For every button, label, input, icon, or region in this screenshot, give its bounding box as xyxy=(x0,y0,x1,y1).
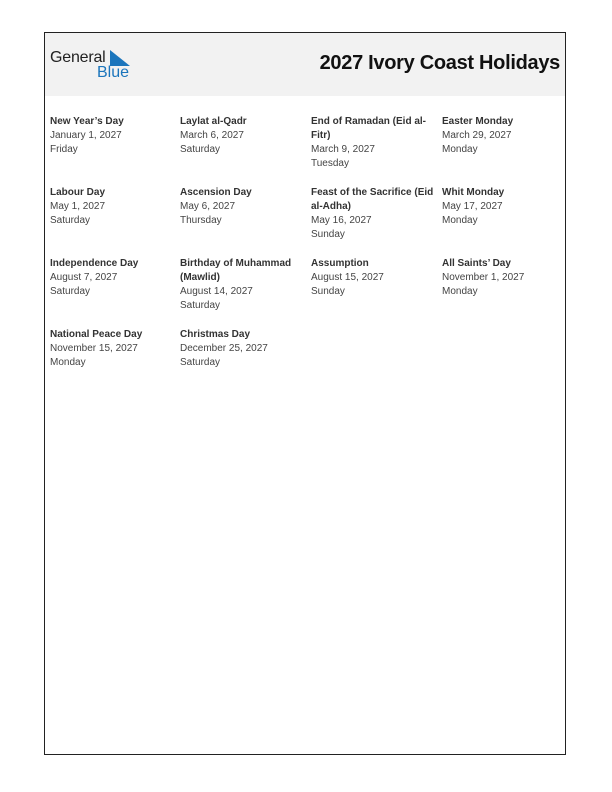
holiday-date: August 15, 2027 xyxy=(311,272,384,283)
holiday-weekday: Monday xyxy=(442,144,478,155)
holiday-entry xyxy=(180,328,311,399)
holiday-weekday: Saturday xyxy=(50,286,91,297)
holiday-name: Easter Monday xyxy=(442,116,514,127)
holiday-name: End of Ramadan (Eid al-Fitr) xyxy=(311,116,427,141)
holiday-entry xyxy=(50,328,180,399)
holiday-date: March 6, 2027 xyxy=(180,130,244,141)
page-title: 2027 Ivory Coast Holidays xyxy=(319,52,560,74)
holiday-name: Ascension Day xyxy=(180,187,252,198)
holiday-weekday: Monday xyxy=(442,286,478,297)
holiday-entry xyxy=(50,115,180,186)
holiday-name: New Year’s Day xyxy=(50,116,124,127)
holiday-entry xyxy=(311,257,442,328)
holiday-entry xyxy=(50,257,180,328)
holiday-entry xyxy=(180,186,311,257)
holiday-date: May 17, 2027 xyxy=(442,201,503,212)
holiday-date: May 1, 2027 xyxy=(50,201,106,212)
holiday-weekday: Saturday xyxy=(180,144,221,155)
logo-text-general: General xyxy=(50,49,106,66)
generalblue-logo xyxy=(50,49,140,83)
holiday-entry xyxy=(442,257,570,328)
holiday-weekday: Sunday xyxy=(311,229,345,240)
holiday-entry xyxy=(442,115,570,186)
holiday-date: November 15, 2027 xyxy=(50,343,138,354)
holiday-date: August 14, 2027 xyxy=(180,286,253,297)
holiday-date: November 1, 2027 xyxy=(442,272,525,283)
holiday-weekday: Friday xyxy=(50,144,78,155)
holiday-weekday: Monday xyxy=(50,357,86,368)
holiday-name: Feast of the Sacrifice (Eid al-Adha) xyxy=(311,187,434,212)
holiday-date: December 25, 2027 xyxy=(180,343,268,354)
holiday-entry xyxy=(311,186,442,257)
holiday-name: Independence Day xyxy=(50,258,139,269)
holiday-weekday: Tuesday xyxy=(311,158,349,169)
holiday-weekday: Thursday xyxy=(180,215,222,226)
holiday-weekday: Sunday xyxy=(311,286,345,297)
holiday-entry xyxy=(180,257,311,328)
holiday-name: Labour Day xyxy=(50,187,106,198)
holiday-grid xyxy=(50,115,570,399)
header-band xyxy=(45,33,565,96)
logo-text-blue: Blue xyxy=(97,64,130,81)
holiday-entry xyxy=(50,186,180,257)
holiday-name: National Peace Day xyxy=(50,329,143,340)
holiday-date: May 6, 2027 xyxy=(180,201,236,212)
holiday-name: Assumption xyxy=(311,258,369,269)
holiday-name: All Saints’ Day xyxy=(442,258,511,269)
holiday-entry xyxy=(311,115,442,186)
holiday-sheet xyxy=(44,32,566,755)
holiday-weekday: Saturday xyxy=(180,357,221,368)
holiday-name: Laylat al-Qadr xyxy=(180,116,247,127)
holiday-weekday: Monday xyxy=(442,215,478,226)
holiday-entry xyxy=(442,186,570,257)
holiday-date: March 9, 2027 xyxy=(311,144,375,155)
holiday-name: Whit Monday xyxy=(442,187,505,198)
holiday-name: Christmas Day xyxy=(180,329,251,340)
holiday-weekday: Saturday xyxy=(50,215,91,226)
holiday-weekday: Saturday xyxy=(180,300,221,311)
holiday-date: May 16, 2027 xyxy=(311,215,372,226)
holiday-name: Birthday of Muhammad (Mawlid) xyxy=(180,258,292,283)
holiday-date: August 7, 2027 xyxy=(50,272,118,283)
holiday-date: March 29, 2027 xyxy=(442,130,512,141)
holiday-entry xyxy=(180,115,311,186)
holiday-date: January 1, 2027 xyxy=(50,130,122,141)
